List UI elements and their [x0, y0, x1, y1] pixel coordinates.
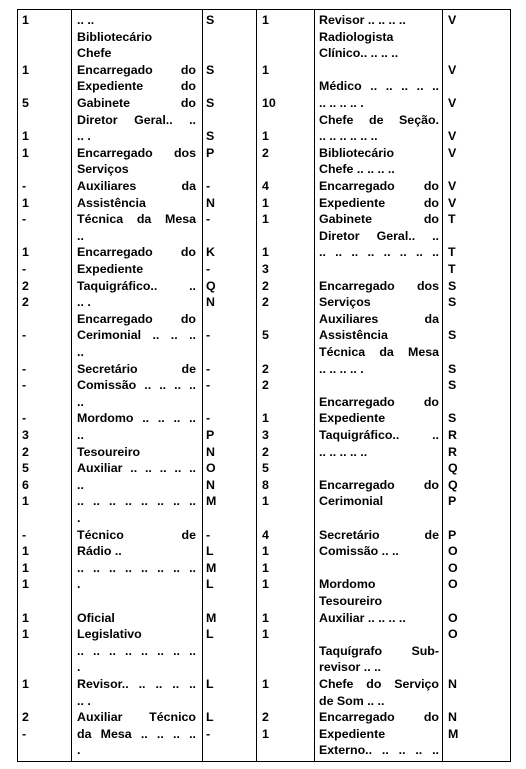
- right-qty-cell: 1: [262, 411, 269, 426]
- left-desc-cell: Rádio ..: [77, 544, 122, 559]
- right-level-cell: N: [448, 710, 457, 725]
- left-level-cell: S: [206, 62, 215, 77]
- right-desc-cell: Diretor Geral.. ..: [319, 228, 439, 243]
- left-level-cell: L: [206, 577, 214, 592]
- right-desc-cell: .. .. .. .. ..: [319, 444, 368, 459]
- left-desc-cell: Auxiliar .. .. .. .. ..: [77, 461, 196, 476]
- left-level-cell: N: [206, 444, 215, 459]
- right-desc-cell: .. .. .. .. .. ..: [319, 129, 378, 144]
- left-level-cell: S: [206, 96, 215, 110]
- left-qty-cell: 1: [22, 129, 29, 144]
- right-level-cell: M: [448, 726, 459, 741]
- left-desc-cell: Expediente: [77, 262, 144, 276]
- right-qty-cell: 2: [262, 710, 269, 725]
- right-desc-cell: Taquígrafo Sub-: [319, 643, 439, 658]
- left-desc-cell: .: [77, 660, 81, 675]
- right-qty-cell: 5: [262, 328, 269, 343]
- left-desc-cell: Expediente do: [77, 79, 196, 94]
- left-desc-cell: .. .: [77, 693, 91, 708]
- left-desc-cell: Técnica da Mesa: [77, 212, 196, 227]
- left-qty-cell: 2: [22, 278, 29, 293]
- left-level-cell: -: [206, 179, 211, 193]
- left-desc-cell: Mordomo .. .. .. ..: [77, 411, 196, 426]
- right-desc-cell: Bibliotecário: [319, 145, 395, 160]
- right-level-cell: O: [448, 627, 458, 642]
- left-level-cell: L: [206, 544, 214, 559]
- left-desc-cell: Assistência: [77, 195, 146, 210]
- right-desc-cell: Comissão .. ..: [319, 544, 399, 559]
- right-level-cell: O: [448, 610, 458, 625]
- right-level-cell: R: [448, 428, 457, 442]
- right-desc-cell: Secretário de: [319, 527, 439, 542]
- left-qty-cell: 2: [22, 444, 29, 459]
- left-desc-cell: Auxiliar Técnico: [77, 710, 196, 725]
- right-desc-cell: Encarregado do: [319, 179, 439, 193]
- right-level-cell: P: [448, 527, 457, 542]
- right-qty-cell: 1: [262, 494, 269, 509]
- left-desc-cell: Auxiliares da: [77, 179, 196, 193]
- left-desc-cell: da Mesa .. .. .. ..: [77, 726, 196, 741]
- right-qty-cell: 1: [262, 195, 269, 210]
- right-desc-cell: Clínico.. .. .. ..: [319, 46, 399, 61]
- left-desc-cell: ..: [77, 477, 84, 492]
- left-level-cell: -: [206, 527, 211, 542]
- right-qty-cell: 1: [262, 13, 269, 27]
- left-qty-cell: 1: [22, 677, 29, 691]
- left-qty-cell: 2: [22, 295, 29, 310]
- left-desc-cell: Cerimonial .. .. ..: [77, 328, 196, 343]
- left-desc-cell: .. .. .. .. .. .. .. ..: [77, 494, 196, 509]
- right-desc-cell: Auxiliares da: [319, 311, 439, 326]
- right-level-cell: S: [448, 361, 457, 376]
- right-desc-cell: Cerimonial: [319, 494, 384, 509]
- left-level-cell: S: [206, 13, 215, 27]
- right-desc-cell: Mordomo: [319, 577, 376, 592]
- left-qty-cell: -: [22, 328, 27, 343]
- right-level-cell: T: [448, 245, 456, 260]
- right-qty-cell: 1: [262, 62, 269, 77]
- right-level-cell: Q: [448, 477, 458, 492]
- right-level-cell: V: [448, 145, 457, 160]
- left-level-cell: -: [206, 411, 211, 426]
- left-desc-cell: Taquigráfico.. ..: [77, 278, 196, 293]
- right-desc-cell: Chefe do Serviço: [319, 677, 439, 691]
- right-level-cell: V: [448, 96, 457, 110]
- right-desc-cell: Serviços: [319, 295, 371, 310]
- left-qty-cell: 1: [22, 610, 29, 625]
- right-desc-cell: Expediente: [319, 726, 386, 741]
- left-qty-cell: 5: [22, 461, 29, 476]
- right-desc-cell: .. .. .. .. .: [319, 361, 364, 376]
- left-level-cell: M: [206, 494, 217, 509]
- right-level-cell: S: [448, 328, 457, 343]
- right-level-cell: O: [448, 560, 458, 575]
- left-qty-cell: 3: [22, 428, 29, 442]
- left-level-cell: N: [206, 477, 215, 492]
- left-qty-cell: -: [22, 378, 27, 393]
- left-level-cell: -: [206, 378, 211, 393]
- left-desc-cell: Chefe: [77, 46, 112, 61]
- left-qty-cell: -: [22, 726, 27, 741]
- left-desc-cell: .. ..: [77, 13, 95, 27]
- right-qty-cell: 1: [262, 610, 269, 625]
- right-desc-cell: Chefe de Seção.: [319, 112, 439, 127]
- left-desc-cell: Tesoureiro: [77, 444, 141, 459]
- right-level-cell: Q: [448, 461, 458, 476]
- left-desc-cell: Diretor Geral.. ..: [77, 112, 196, 127]
- left-qty-cell: -: [22, 212, 27, 227]
- right-level-cell: S: [448, 411, 457, 426]
- left-level-cell: -: [206, 262, 211, 276]
- left-qty-cell: 1: [22, 245, 29, 260]
- right-desc-cell: Encarregado do: [319, 394, 439, 409]
- left-level-cell: -: [206, 328, 211, 343]
- right-desc-cell: Encarregado do: [319, 710, 439, 725]
- right-desc-cell: Encarregado dos: [319, 278, 439, 293]
- left-qty-cell: 1: [22, 577, 29, 592]
- right-qty-cell: 8: [262, 477, 269, 492]
- right-qty-cell: 1: [262, 577, 269, 592]
- column-divider: [256, 9, 257, 762]
- right-qty-cell: 5: [262, 461, 269, 476]
- left-desc-cell: Secretário de: [77, 361, 196, 376]
- right-level-cell: N: [448, 677, 457, 691]
- left-desc-cell: Revisor.. .. .. .. ..: [77, 677, 196, 691]
- left-desc-cell: ..: [77, 345, 84, 359]
- right-level-cell: V: [448, 62, 457, 77]
- right-qty-cell: 1: [262, 627, 269, 642]
- left-desc-cell: .: [77, 577, 81, 592]
- right-desc-cell: Auxiliar .. .. .. ..: [319, 610, 406, 625]
- right-qty-cell: 3: [262, 262, 269, 276]
- column-divider: [442, 9, 443, 762]
- right-qty-cell: 2: [262, 378, 269, 393]
- right-qty-cell: 1: [262, 129, 269, 144]
- right-desc-cell: Assistência: [319, 328, 388, 343]
- left-desc-cell: Encarregado do: [77, 311, 196, 326]
- left-level-cell: -: [206, 726, 211, 741]
- left-desc-cell: Encarregado do: [77, 245, 196, 260]
- right-qty-cell: 4: [262, 527, 269, 542]
- right-qty-cell: 1: [262, 560, 269, 575]
- left-level-cell: K: [206, 245, 215, 260]
- left-qty-cell: 1: [22, 145, 29, 160]
- right-qty-cell: 2: [262, 295, 269, 310]
- left-desc-cell: Bibliotecário: [77, 29, 153, 44]
- left-qty-cell: 1: [22, 560, 29, 575]
- left-level-cell: L: [206, 677, 214, 691]
- left-level-cell: -: [206, 212, 211, 227]
- column-divider: [314, 9, 315, 762]
- left-desc-cell: .: [77, 511, 81, 525]
- right-qty-cell: 1: [262, 245, 269, 260]
- right-desc-cell: Tesoureiro: [319, 594, 383, 608]
- left-desc-cell: Oficial: [77, 610, 115, 625]
- left-level-cell: L: [206, 627, 214, 642]
- left-level-cell: Q: [206, 278, 216, 293]
- right-desc-cell: Expediente do: [319, 195, 439, 210]
- left-desc-cell: Legislativo: [77, 627, 142, 642]
- left-desc-cell: .: [77, 743, 81, 758]
- left-qty-cell: 1: [22, 627, 29, 642]
- right-qty-cell: 4: [262, 179, 269, 193]
- right-desc-cell: Revisor .. .. .. ..: [319, 13, 406, 27]
- right-level-cell: O: [448, 544, 458, 559]
- right-level-cell: S: [448, 295, 457, 310]
- left-qty-cell: 1: [22, 62, 29, 77]
- right-qty-cell: 1: [262, 212, 269, 227]
- left-level-cell: P: [206, 428, 215, 442]
- left-qty-cell: -: [22, 527, 27, 542]
- right-qty-cell: 3: [262, 428, 269, 442]
- left-level-cell: N: [206, 295, 215, 310]
- left-qty-cell: 1: [22, 494, 29, 509]
- left-desc-cell: ..: [77, 428, 84, 442]
- left-desc-cell: ..: [77, 228, 84, 243]
- right-level-cell: V: [448, 13, 457, 27]
- left-desc-cell: .. .: [77, 129, 91, 144]
- right-qty-cell: 2: [262, 361, 269, 376]
- right-qty-cell: 10: [262, 96, 276, 110]
- left-qty-cell: 5: [22, 96, 29, 110]
- left-qty-cell: 1: [22, 13, 29, 27]
- right-level-cell: S: [448, 378, 457, 393]
- left-desc-cell: Comissão .. .. .. ..: [77, 378, 196, 393]
- right-level-cell: V: [448, 195, 457, 210]
- left-qty-cell: 1: [22, 195, 29, 210]
- right-desc-cell: .. .. .. .. .: [319, 96, 364, 110]
- right-level-cell: T: [448, 212, 456, 227]
- right-desc-cell: Expediente: [319, 411, 386, 426]
- left-level-cell: L: [206, 710, 214, 725]
- left-qty-cell: 2: [22, 710, 29, 725]
- right-level-cell: V: [448, 129, 457, 144]
- left-qty-cell: -: [22, 361, 27, 376]
- left-level-cell: -: [206, 361, 211, 376]
- right-qty-cell: 1: [262, 677, 269, 691]
- column-divider: [202, 9, 203, 762]
- right-desc-cell: Gabinete do: [319, 212, 439, 227]
- left-desc-cell: .. .. .. .. .. .. .. ..: [77, 643, 196, 658]
- left-qty-cell: 6: [22, 477, 29, 492]
- right-level-cell: R: [448, 444, 457, 459]
- left-qty-cell: -: [22, 262, 27, 276]
- right-level-cell: O: [448, 577, 458, 592]
- left-level-cell: N: [206, 195, 215, 210]
- left-level-cell: S: [206, 129, 215, 144]
- left-desc-cell: Gabinete do: [77, 96, 196, 110]
- left-level-cell: M: [206, 610, 217, 625]
- left-qty-cell: 1: [22, 544, 29, 559]
- left-level-cell: O: [206, 461, 216, 476]
- right-desc-cell: .. .. .. .. .. .. .. ..: [319, 245, 439, 260]
- left-desc-cell: Serviços: [77, 162, 129, 177]
- left-desc-cell: Encarregado dos: [77, 145, 196, 160]
- left-qty-cell: -: [22, 179, 27, 193]
- right-level-cell: P: [448, 494, 457, 509]
- right-level-cell: S: [448, 278, 457, 293]
- right-desc-cell: Chefe .. .. .. ..: [319, 162, 395, 177]
- right-desc-cell: Radiologista: [319, 29, 394, 44]
- right-level-cell: V: [448, 179, 457, 193]
- right-desc-cell: Técnica da Mesa: [319, 345, 439, 359]
- right-qty-cell: 2: [262, 278, 269, 293]
- right-qty-cell: 2: [262, 145, 269, 160]
- column-divider: [71, 9, 72, 762]
- left-level-cell: M: [206, 560, 217, 575]
- left-qty-cell: -: [22, 411, 27, 426]
- right-desc-cell: Médico .. .. .. .. ..: [319, 79, 439, 94]
- right-level-cell: T: [448, 262, 456, 276]
- right-qty-cell: 1: [262, 726, 269, 741]
- right-qty-cell: 1: [262, 544, 269, 559]
- right-desc-cell: Encarregado do: [319, 477, 439, 492]
- right-desc-cell: revisor .. ..: [319, 660, 381, 675]
- left-desc-cell: .. .. .. .. .. .. .. ..: [77, 560, 196, 575]
- right-desc-cell: de Som .. ..: [319, 693, 385, 708]
- left-desc-cell: ..: [77, 394, 84, 409]
- left-desc-cell: .. .: [77, 295, 91, 310]
- left-desc-cell: Encarregado do: [77, 62, 196, 77]
- left-desc-cell: Técnico de: [77, 527, 196, 542]
- right-desc-cell: Externo.. .. .. .. ..: [319, 743, 439, 758]
- right-qty-cell: 2: [262, 444, 269, 459]
- left-level-cell: P: [206, 145, 215, 160]
- right-desc-cell: Taquigráfico.. ..: [319, 428, 439, 442]
